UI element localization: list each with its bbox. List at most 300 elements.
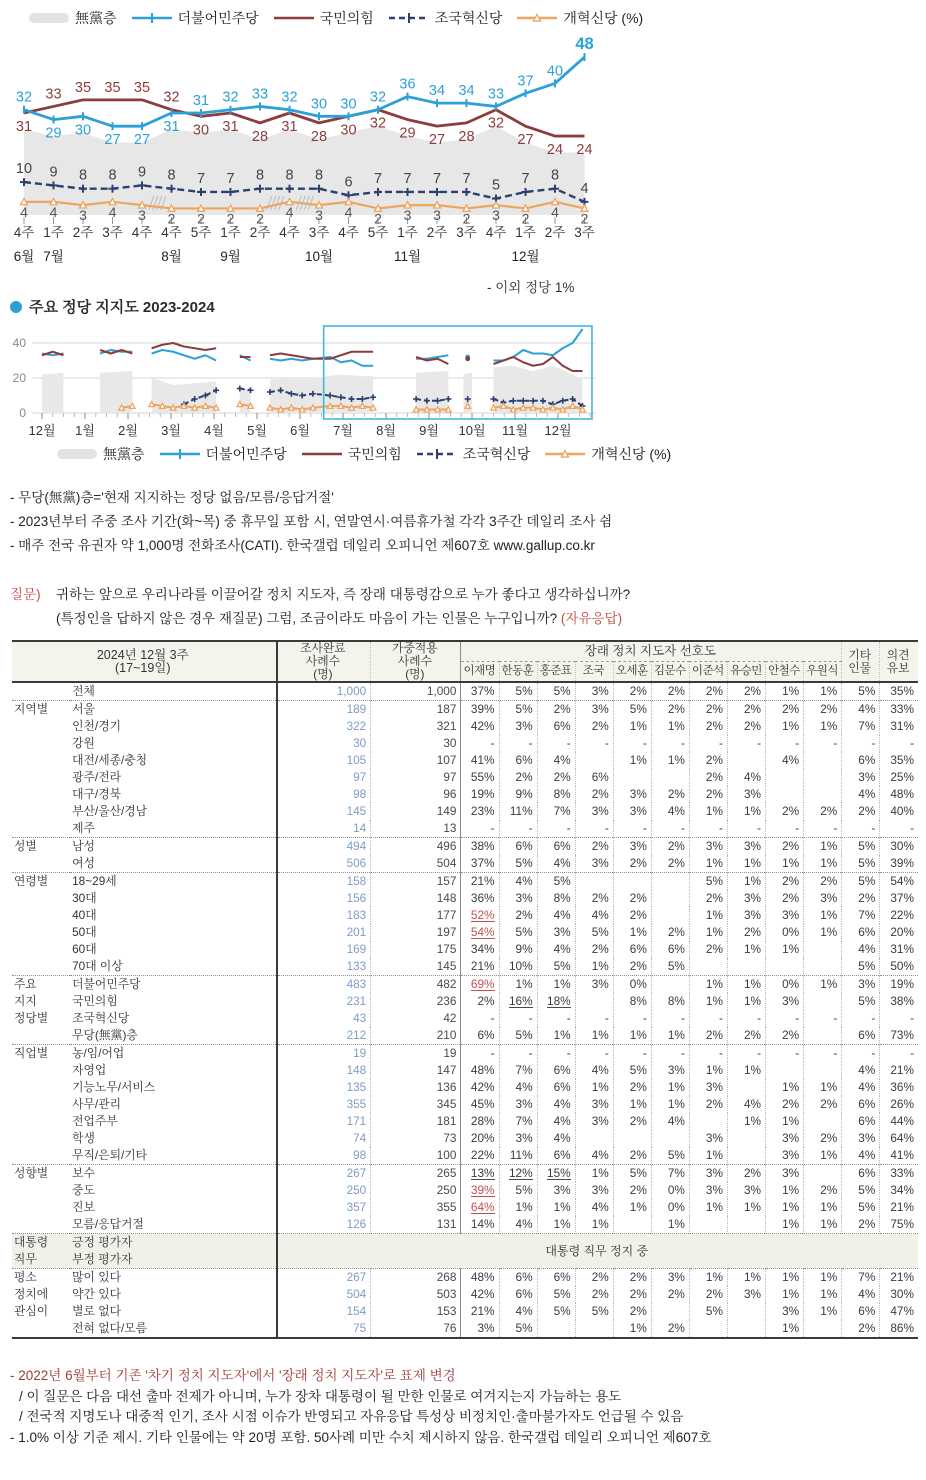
pct-cell bbox=[766, 1062, 804, 1079]
weighted-count: 1,000 bbox=[371, 682, 461, 701]
pct-cell: 4% bbox=[727, 1096, 765, 1113]
pct-cell: 39% bbox=[880, 855, 918, 873]
pct-cell: 5% bbox=[575, 924, 613, 941]
pct-cell: 1% bbox=[689, 1062, 727, 1079]
pct-cell: - bbox=[651, 735, 689, 752]
legend-swatch-icon bbox=[131, 11, 173, 25]
pct-cell: 4% bbox=[537, 907, 575, 924]
row-group-label: 성별 bbox=[12, 838, 70, 856]
row-group-label bbox=[12, 735, 70, 752]
pct-cell: - bbox=[537, 1045, 575, 1063]
pct-cell bbox=[689, 1320, 727, 1338]
pct-cell: 44% bbox=[880, 1113, 918, 1130]
row-label: 대구/경북 bbox=[72, 787, 121, 801]
col-header-name: 오세훈 bbox=[613, 662, 651, 683]
completed-count: 357 bbox=[277, 1199, 371, 1216]
pct-cell: 3% bbox=[461, 1320, 499, 1338]
pct-cell: 4% bbox=[651, 1113, 689, 1130]
completed-count: 212 bbox=[277, 1027, 371, 1045]
completed-count: 97 bbox=[277, 769, 371, 786]
pct-cell: - bbox=[880, 820, 918, 838]
svg-text:1주: 1주 bbox=[397, 225, 418, 240]
pct-cell: 3% bbox=[727, 890, 765, 907]
pct-cell: 7% bbox=[842, 907, 880, 924]
pct-cell: 64% bbox=[880, 1130, 918, 1147]
pct-cell: 1% bbox=[727, 1113, 765, 1130]
svg-text:5주: 5주 bbox=[190, 225, 212, 240]
row-label: 진보 bbox=[72, 1200, 95, 1214]
row-group-label bbox=[12, 1130, 70, 1147]
row-label: 인천/경기 bbox=[72, 719, 121, 733]
pct-cell: 5% bbox=[537, 1303, 575, 1320]
pct-cell: 3% bbox=[613, 786, 651, 803]
svg-text:8: 8 bbox=[285, 167, 294, 184]
svg-text:2주: 2주 bbox=[72, 225, 94, 240]
legend-swatch-icon bbox=[28, 11, 70, 25]
pct-cell: 2% bbox=[689, 752, 727, 769]
pct-cell bbox=[804, 1320, 842, 1338]
pct-cell: 35% bbox=[880, 682, 918, 701]
legend-swatch-icon bbox=[301, 447, 343, 461]
svg-text:3월: 3월 bbox=[161, 423, 181, 438]
note-line: - 무당(無黨)층='현재 지지하는 정당 없음/모름/응답거절' bbox=[10, 490, 334, 505]
row-label: 학생 bbox=[72, 1131, 95, 1145]
col-header-name: 이준석 bbox=[689, 662, 727, 683]
pct-cell: 1% bbox=[766, 1113, 804, 1130]
pct-cell: 2% bbox=[651, 786, 689, 803]
svg-text:36: 36 bbox=[399, 76, 416, 93]
weighted-count: 177 bbox=[371, 907, 461, 924]
pct-cell: - bbox=[766, 1045, 804, 1063]
pct-cell: 4% bbox=[842, 786, 880, 803]
pct-cell: - bbox=[575, 1045, 613, 1063]
weighted-count: 30 bbox=[371, 735, 461, 752]
svg-text:3: 3 bbox=[433, 207, 441, 224]
pct-cell: 30% bbox=[880, 838, 918, 856]
svg-text:11월: 11월 bbox=[393, 249, 422, 264]
weighted-count: 265 bbox=[371, 1165, 461, 1183]
completed-count: 156 bbox=[277, 890, 371, 907]
pct-cell: 5% bbox=[842, 958, 880, 976]
row-label: 많이 있다 bbox=[70, 1269, 276, 1287]
pct-cell: - bbox=[689, 1010, 727, 1027]
pct-cell: 2% bbox=[651, 1320, 689, 1338]
pct-cell: 6% bbox=[499, 752, 537, 769]
row-group-label bbox=[12, 958, 70, 976]
svg-text:6: 6 bbox=[344, 174, 353, 191]
pct-cell bbox=[575, 1320, 613, 1338]
pct-cell: 1% bbox=[766, 718, 804, 735]
pct-cell: 5% bbox=[499, 701, 537, 719]
weighted-count: 42 bbox=[371, 1010, 461, 1027]
pct-cell: 1% bbox=[651, 752, 689, 769]
legend-swatch-icon bbox=[544, 447, 586, 461]
pct-cell: 1% bbox=[613, 1320, 651, 1338]
pct-cell: - bbox=[651, 1010, 689, 1027]
pct-cell: 21% bbox=[461, 873, 499, 891]
svg-text:3: 3 bbox=[79, 207, 87, 224]
svg-text:11월: 11월 bbox=[501, 423, 529, 438]
pct-cell bbox=[651, 890, 689, 907]
svg-text:3주: 3주 bbox=[456, 225, 477, 240]
pct-cell: 3% bbox=[842, 769, 880, 786]
pct-cell: 3% bbox=[689, 1130, 727, 1147]
svg-text:4: 4 bbox=[20, 203, 28, 220]
pct-cell: 37% bbox=[461, 682, 499, 701]
free-response-tag: (자유응답) bbox=[560, 611, 623, 626]
svg-text:8: 8 bbox=[314, 167, 324, 184]
pct-cell: 2% bbox=[461, 993, 499, 1010]
pct-cell: 1% bbox=[804, 1269, 842, 1287]
pct-cell bbox=[651, 976, 689, 994]
svg-text:4: 4 bbox=[551, 203, 559, 220]
pct-cell: 1% bbox=[689, 907, 727, 924]
pct-cell bbox=[613, 1216, 651, 1234]
pct-cell: 6% bbox=[575, 769, 613, 786]
pct-cell bbox=[613, 873, 651, 891]
table-row bbox=[12, 820, 918, 838]
pct-cell: 4% bbox=[842, 701, 880, 719]
pct-cell: 1% bbox=[804, 682, 842, 701]
pct-cell bbox=[651, 769, 689, 786]
row-label: 대전/세종/충청 bbox=[72, 753, 148, 767]
pct-cell: 0% bbox=[766, 924, 804, 941]
pct-cell: 42% bbox=[461, 1286, 499, 1303]
row-label: 서울 bbox=[70, 701, 276, 719]
pct-cell: 4% bbox=[842, 1079, 880, 1096]
pct-cell bbox=[804, 769, 842, 786]
table-row bbox=[12, 855, 918, 873]
pct-cell: 5% bbox=[689, 873, 727, 891]
pct-cell: 21% bbox=[461, 1303, 499, 1320]
svg-text:4: 4 bbox=[285, 203, 294, 220]
table-row bbox=[12, 1199, 918, 1216]
pct-cell: 3% bbox=[651, 1062, 689, 1079]
row-label: 자영업 bbox=[72, 1063, 107, 1077]
svg-text:27: 27 bbox=[428, 132, 446, 149]
svg-text:28: 28 bbox=[251, 128, 269, 145]
row-label: 긍정 평가자 bbox=[70, 1234, 276, 1252]
pct-cell: 4% bbox=[537, 941, 575, 958]
table-row bbox=[12, 890, 918, 907]
pct-cell: 2% bbox=[575, 1269, 613, 1287]
pct-cell: 2% bbox=[689, 941, 727, 958]
table-row bbox=[12, 1062, 918, 1079]
row-group-label: 평소 bbox=[12, 1269, 70, 1287]
pct-cell bbox=[651, 1130, 689, 1147]
table-row bbox=[12, 1045, 918, 1063]
svg-text:2주: 2주 bbox=[249, 225, 271, 240]
pct-cell bbox=[651, 907, 689, 924]
svg-text:2: 2 bbox=[167, 210, 176, 227]
pct-cell: 6% bbox=[842, 1303, 880, 1320]
pct-cell: 38% bbox=[461, 838, 499, 856]
row-group-label bbox=[12, 1113, 70, 1130]
col-header-name: 한동훈 bbox=[499, 662, 537, 683]
svg-text:30: 30 bbox=[310, 96, 328, 113]
svg-text:3주: 3주 bbox=[102, 225, 123, 240]
pct-cell: 3% bbox=[766, 1130, 804, 1147]
other-party-note: - 이외 정당 1% bbox=[487, 280, 575, 295]
pct-cell: 2% bbox=[499, 769, 537, 786]
weighted-count: 181 bbox=[371, 1113, 461, 1130]
completed-count: 145 bbox=[277, 803, 371, 820]
pct-cell bbox=[804, 1113, 842, 1130]
pct-cell bbox=[575, 993, 613, 1010]
pct-cell: 1% bbox=[766, 1182, 804, 1199]
weighted-count: 145 bbox=[371, 958, 461, 976]
yearly-party-support-chart bbox=[0, 318, 640, 449]
pct-cell: 42% bbox=[461, 718, 499, 735]
pct-cell: 48% bbox=[880, 786, 918, 803]
pct-cell: 2% bbox=[613, 1182, 651, 1199]
pct-cell: 2% bbox=[537, 769, 575, 786]
svg-text:32: 32 bbox=[281, 89, 298, 106]
pct-cell: 2% bbox=[613, 907, 651, 924]
table-row bbox=[12, 1303, 918, 1320]
svg-text:2: 2 bbox=[197, 210, 205, 227]
table-row bbox=[12, 924, 918, 941]
completed-count: 133 bbox=[277, 958, 371, 976]
pct-cell: 2% bbox=[766, 890, 804, 907]
pct-cell: 2% bbox=[651, 855, 689, 873]
row-label: 제주 bbox=[72, 821, 95, 835]
pct-cell: 30% bbox=[880, 1286, 918, 1303]
mini-chart-title bbox=[10, 296, 215, 317]
pct-cell: - bbox=[613, 820, 651, 838]
question-block bbox=[10, 583, 630, 631]
pct-cell: 2% bbox=[537, 701, 575, 719]
svg-text:35: 35 bbox=[133, 79, 151, 96]
pct-cell: 47% bbox=[880, 1303, 918, 1320]
svg-text:12월: 12월 bbox=[511, 249, 540, 264]
completed-count: 75 bbox=[277, 1320, 371, 1338]
pct-cell: 6% bbox=[842, 752, 880, 769]
pct-cell: 1% bbox=[613, 1096, 651, 1113]
pct-cell: 3% bbox=[575, 976, 613, 994]
note-line: - 매주 전국 유권자 약 1,000명 전화조사(CATI). 한국갤럽 데일리 오피니언 제607호 www.gallup.co.kr bbox=[10, 538, 595, 553]
row-label: 전체 bbox=[72, 684, 95, 698]
svg-text:28: 28 bbox=[458, 128, 475, 145]
pct-cell: 6% bbox=[461, 1027, 499, 1045]
pct-cell: 3% bbox=[842, 1130, 880, 1147]
pct-cell: 5% bbox=[842, 855, 880, 873]
row-label: 별로 없다 bbox=[72, 1304, 121, 1318]
pct-cell: 42% bbox=[461, 1079, 499, 1096]
row-label: 보수 bbox=[70, 1165, 276, 1183]
pct-cell: - bbox=[651, 820, 689, 838]
legend-item bbox=[516, 8, 643, 28]
col-header-name: 이재명 bbox=[461, 662, 499, 683]
row-group-label bbox=[12, 1027, 70, 1045]
table-row bbox=[12, 1269, 918, 1287]
svg-text:31: 31 bbox=[222, 119, 239, 136]
pct-cell: 2% bbox=[766, 1096, 804, 1113]
pct-cell: 1% bbox=[727, 855, 765, 873]
table-row bbox=[12, 735, 918, 752]
svg-text:4주: 4주 bbox=[485, 225, 507, 240]
pct-cell: - bbox=[727, 1010, 765, 1027]
completed-count: 183 bbox=[277, 907, 371, 924]
footnote-line: - 2022년 6월부터 기존 '차기 정치 지도자'에서 '장래 정치 지도자'로 표제 변경 bbox=[10, 1368, 456, 1383]
pct-cell: 75% bbox=[880, 1216, 918, 1234]
pct-cell: 4% bbox=[499, 1216, 537, 1234]
pct-cell: - bbox=[575, 1010, 613, 1027]
pct-cell: 1% bbox=[651, 1079, 689, 1096]
pct-cell: 4% bbox=[575, 1199, 613, 1216]
pct-cell: 86% bbox=[880, 1320, 918, 1338]
pct-cell: 41% bbox=[461, 752, 499, 769]
pct-cell: 4% bbox=[537, 1113, 575, 1130]
svg-text:7: 7 bbox=[462, 170, 471, 187]
row-label: 사무/관리 bbox=[72, 1097, 121, 1111]
pct-cell: 4% bbox=[499, 1079, 537, 1096]
row-group-label bbox=[12, 1216, 70, 1234]
pct-cell: 1% bbox=[804, 1199, 842, 1216]
pct-cell: 2% bbox=[499, 907, 537, 924]
row-label: 부정 평가자 bbox=[70, 1251, 276, 1269]
pct-cell: 8% bbox=[613, 993, 651, 1010]
svg-text:27: 27 bbox=[517, 132, 534, 149]
col-header-name: 유승민 bbox=[727, 662, 765, 683]
legend-swatch-icon bbox=[273, 11, 315, 25]
pct-cell: 1% bbox=[804, 976, 842, 994]
legend-item bbox=[416, 444, 531, 464]
weighted-count: 131 bbox=[371, 1216, 461, 1234]
completed-count: 267 bbox=[277, 1269, 371, 1287]
weighted-count: 236 bbox=[371, 993, 461, 1010]
completed-count: 189 bbox=[277, 701, 371, 719]
pct-cell: 1% bbox=[689, 855, 727, 873]
section-bullet-icon bbox=[10, 301, 22, 313]
pct-cell: 3% bbox=[727, 907, 765, 924]
svg-text:4주: 4주 bbox=[131, 225, 153, 240]
pct-cell: 1% bbox=[689, 976, 727, 994]
pct-cell: 3% bbox=[689, 1079, 727, 1096]
pct-cell: 3% bbox=[499, 1130, 537, 1147]
svg-text:8: 8 bbox=[255, 167, 265, 184]
pct-cell: 3% bbox=[766, 1303, 804, 1320]
pct-cell: 13% bbox=[461, 1165, 499, 1183]
pct-cell: - bbox=[842, 820, 880, 838]
svg-text:29: 29 bbox=[45, 125, 62, 142]
pct-cell: 1% bbox=[766, 1216, 804, 1234]
pct-cell bbox=[613, 1130, 651, 1147]
row-group-label: 지지 bbox=[14, 994, 37, 1008]
svg-text:30: 30 bbox=[340, 122, 357, 139]
legend-item bbox=[131, 8, 259, 28]
completed-count: 483 bbox=[277, 976, 371, 994]
pct-cell bbox=[651, 873, 689, 891]
pct-cell: 28% bbox=[461, 1113, 499, 1130]
pct-cell: 2% bbox=[689, 718, 727, 735]
table-row bbox=[12, 1216, 918, 1234]
pct-cell bbox=[804, 786, 842, 803]
legend-label: 無黨층 bbox=[103, 446, 145, 462]
col-header-name: 홍준표 bbox=[537, 662, 575, 683]
row-label: 강원 bbox=[72, 736, 95, 750]
pct-cell: 5% bbox=[613, 1062, 651, 1079]
pct-cell: - bbox=[461, 820, 499, 838]
pct-cell: 5% bbox=[842, 682, 880, 701]
weighted-count: 345 bbox=[371, 1096, 461, 1113]
pct-cell: 0% bbox=[613, 976, 651, 994]
pct-cell: 19% bbox=[880, 976, 918, 994]
pct-cell: 1% bbox=[804, 1303, 842, 1320]
footnote-line: / 전국적 지명도나 대중적 인기, 조사 시점 이슈가 반영되고 자유응답 특성상 비정치인·출마불가자도 언급될 수 있음 bbox=[19, 1409, 684, 1424]
table-row bbox=[12, 682, 918, 701]
pct-cell: - bbox=[689, 1045, 727, 1063]
pct-cell: 5% bbox=[842, 993, 880, 1010]
period-cell: 2024년 12월 3주 (17~19일) bbox=[12, 641, 277, 682]
legend-label: 조국혁신당 bbox=[462, 446, 531, 462]
pct-cell: 1% bbox=[575, 1027, 613, 1045]
pct-cell bbox=[766, 769, 804, 786]
pct-cell: 2% bbox=[651, 701, 689, 719]
svg-text:4주: 4주 bbox=[161, 225, 182, 240]
pct-cell: 2% bbox=[727, 718, 765, 735]
table-row bbox=[12, 1113, 918, 1130]
pct-cell: 3% bbox=[766, 1165, 804, 1183]
svg-text:24: 24 bbox=[546, 142, 564, 159]
pct-cell: 2% bbox=[842, 1216, 880, 1234]
pct-cell: 3% bbox=[499, 1096, 537, 1113]
pct-cell: - bbox=[575, 820, 613, 838]
pct-cell bbox=[766, 958, 804, 976]
svg-text:2: 2 bbox=[580, 210, 589, 227]
pct-cell: 3% bbox=[842, 976, 880, 994]
weighted-count: 107 bbox=[371, 752, 461, 769]
pct-cell: 5% bbox=[689, 1303, 727, 1320]
pct-cell: 6% bbox=[499, 1269, 537, 1287]
weighted-count: 73 bbox=[371, 1130, 461, 1147]
pct-cell: 31% bbox=[880, 941, 918, 958]
svg-text:7: 7 bbox=[403, 170, 412, 187]
footnote-line: / 이 질문은 다음 대선 출마 전제가 아니며, 누가 장차 대통령이 될 만한 인물로 여겨지는지 가늠하는 용도 bbox=[19, 1388, 622, 1404]
weighted-count: 13 bbox=[371, 820, 461, 838]
weighted-count: 76 bbox=[371, 1320, 461, 1338]
pct-cell bbox=[613, 769, 651, 786]
svg-text:8월: 8월 bbox=[161, 249, 182, 264]
svg-text:3: 3 bbox=[138, 207, 146, 224]
pct-cell: 1% bbox=[804, 1286, 842, 1303]
svg-text:32: 32 bbox=[487, 115, 505, 132]
pct-cell: 2% bbox=[613, 682, 651, 701]
svg-text:40: 40 bbox=[12, 336, 26, 350]
pct-cell: 1% bbox=[804, 718, 842, 735]
pct-cell bbox=[804, 1062, 842, 1079]
pct-cell: 8% bbox=[537, 786, 575, 803]
legend-item bbox=[56, 444, 145, 464]
weighted-count: 136 bbox=[371, 1079, 461, 1096]
pct-cell: 3% bbox=[766, 993, 804, 1010]
pct-cell: 1% bbox=[804, 1216, 842, 1234]
weighted-count: 197 bbox=[371, 924, 461, 941]
pct-cell: 2% bbox=[689, 1027, 727, 1045]
table-header bbox=[12, 641, 918, 682]
row-label: 70대 이상 bbox=[72, 959, 123, 973]
svg-text:8: 8 bbox=[78, 167, 88, 184]
completed-count: 126 bbox=[277, 1216, 371, 1234]
svg-text:8: 8 bbox=[550, 167, 560, 184]
pct-cell: 6% bbox=[537, 1269, 575, 1287]
pct-cell: 6% bbox=[537, 1062, 575, 1079]
pct-cell: 3% bbox=[575, 682, 613, 701]
svg-text:1주: 1주 bbox=[43, 225, 64, 240]
pct-cell: 8% bbox=[651, 993, 689, 1010]
weighted-count: 355 bbox=[371, 1199, 461, 1216]
pct-cell: 37% bbox=[461, 855, 499, 873]
